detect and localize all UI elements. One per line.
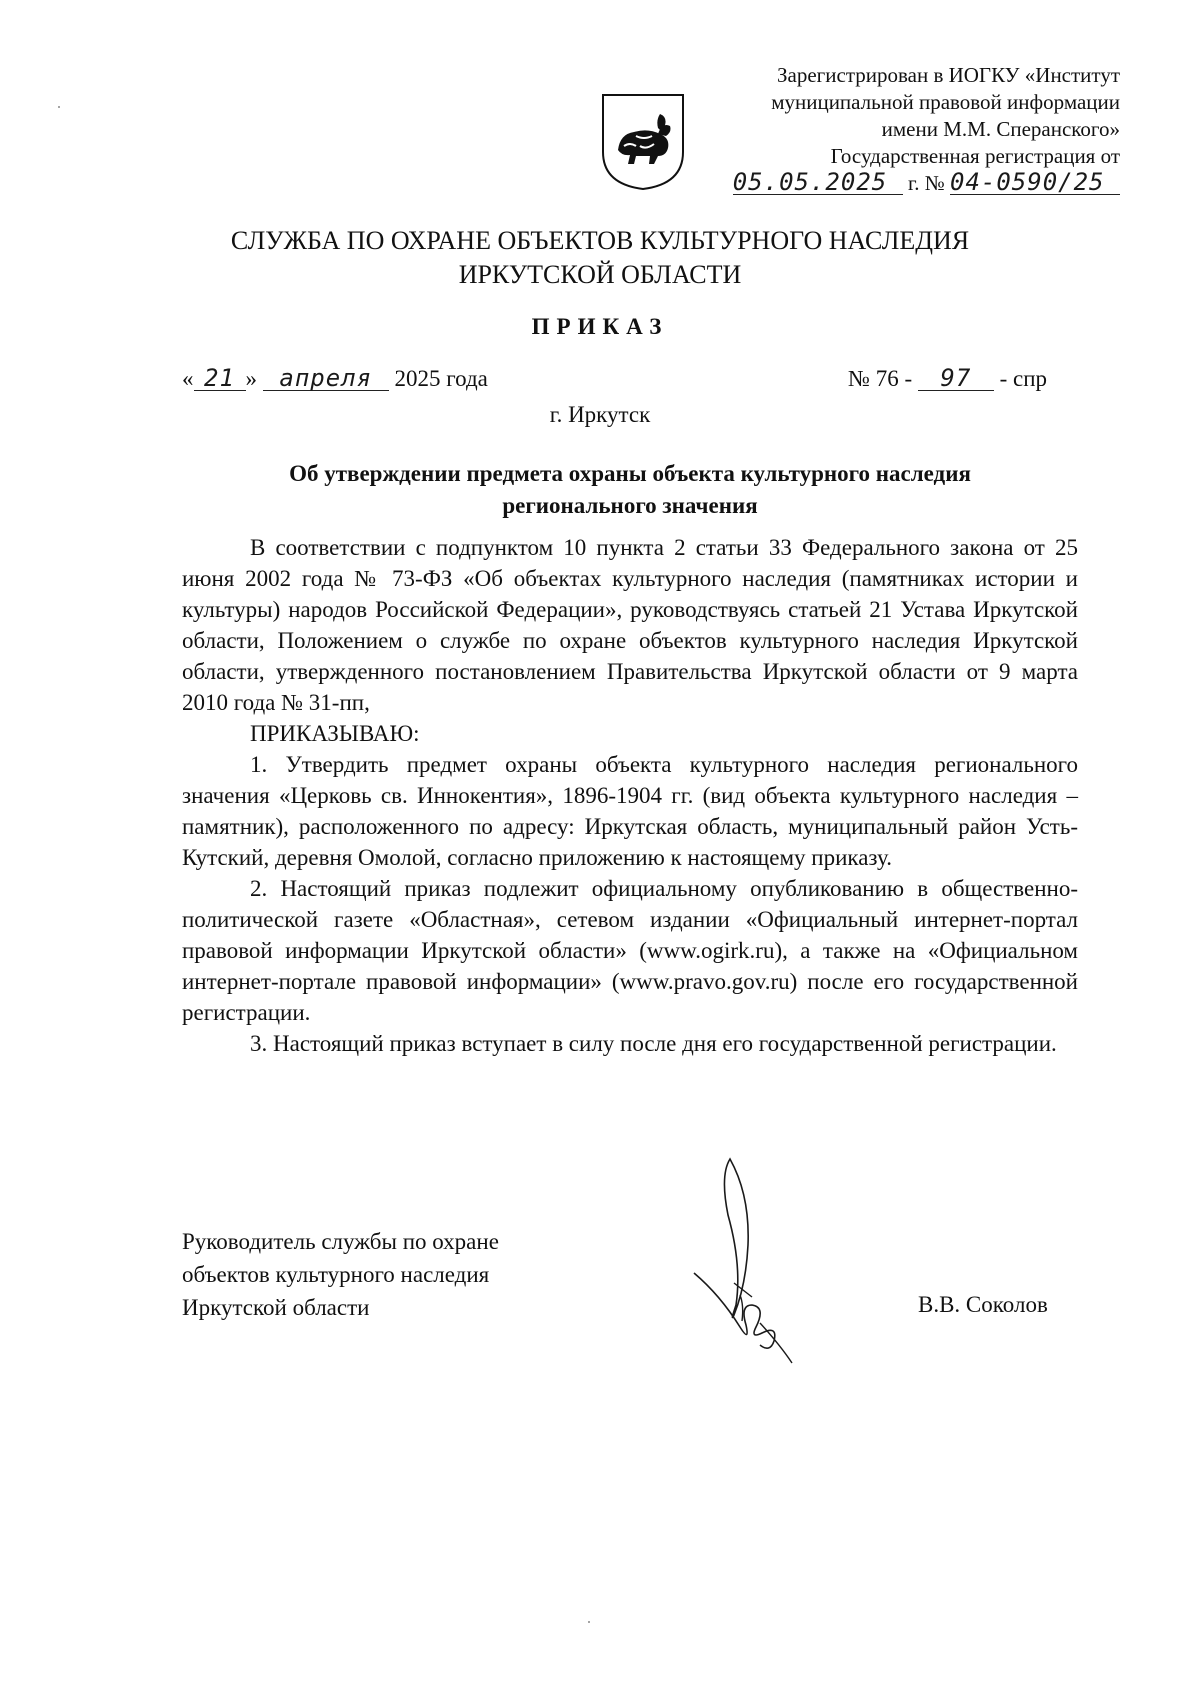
registration-date-line: [700, 170, 1120, 197]
order-day: 21: [194, 366, 246, 391]
order-number-value: 97: [918, 366, 994, 391]
document-type: ПРИКАЗ: [531, 314, 669, 339]
registration-number-label: г. №: [907, 171, 945, 195]
order-word: ПРИКАЗЫВАЮ:: [250, 721, 420, 746]
order-item-2: 2. Настоящий приказ подлежит официальному опубликованию в общественно-политической газете «Областная», сетевом издании «Официальный интернет-портал правовой информации Иркутской области» (www.ogirk.ru), а также на «Официальном интернет-портале правовой информации» (www.pravo.gov.ru) после его государственной регистрации.: [182, 876, 1078, 1025]
registration-line-4: Государственная регистрация от: [830, 144, 1120, 168]
order-date: [182, 366, 488, 392]
order-month: апреля: [263, 366, 389, 391]
preamble-paragraph: В соответствии с подпунктом 10 пункта 2 статьи 33 Федерального закона от 25 июня 2002 года № 73-ФЗ «Об объектах культурного наследия (памятниках истории и культуры) народов Российской Федерации», руководствуясь статьей 21 Устава Иркутской области, Положением о службе по охране объектов культурного наследия Иркутской области, утвержденного постановлением Правительства Иркутской области от 9 марта 2010 года № 31-пп,: [182, 535, 1078, 715]
handwritten-signature: [690, 1155, 820, 1365]
order-body: [182, 532, 1078, 1059]
position-line-1: Руководитель службы по охране: [182, 1229, 499, 1254]
registration-stamp: [700, 62, 1120, 197]
position-line-3: Иркутской области: [182, 1295, 370, 1320]
position-line-2: объектов культурного наследия: [182, 1262, 490, 1287]
order-item-1: 1. Утвердить предмет охраны объекта культурного наследия регионального значения «Церковь св. Иннокентия», 1896-1904 гг. (вид объекта культурного наследия – памятник), расположенного по адресу: Иркутская область, муниципальный район Усть-Кутский, деревня Омолой, согласно приложению к настоящему приказу.: [182, 752, 1078, 870]
subject-line-1: Об утверждении предмета охраны объекта культурного наследия: [289, 461, 971, 486]
order-city: г. Иркутск: [549, 402, 651, 427]
scan-speck: [58, 106, 60, 108]
order-subject: [182, 458, 1078, 522]
signatory-name: В.В. Соколов: [918, 1292, 1048, 1317]
quote-open: «: [182, 366, 194, 391]
registration-number: 04-0590/25: [950, 170, 1120, 195]
order-number-prefix: № 76 -: [848, 366, 913, 391]
registration-line-2: муниципальной правовой информации: [771, 90, 1120, 114]
registration-date: 05.05.2025: [733, 170, 903, 195]
quote-close: »: [245, 366, 257, 391]
order-number: [848, 366, 1047, 392]
order-year: 2025 года: [394, 366, 488, 391]
order-item-3: 3. Настоящий приказ вступает в силу после дня его государственной регистрации.: [250, 1031, 1057, 1056]
registration-line-1: Зарегистрирован в ИОГКУ «Институт: [776, 63, 1120, 87]
agency-name-line-2: ИРКУТСКОЙ ОБЛАСТИ: [458, 260, 742, 289]
scan-speck: [588, 1621, 590, 1623]
irkutsk-coat-of-arms-icon: [600, 92, 686, 192]
agency-name-line-1: СЛУЖБА ПО ОХРАНЕ ОБЪЕКТОВ КУЛЬТУРНОГО НАСЛЕДИЯ: [230, 226, 970, 255]
subject-line-2: регионального значения: [502, 493, 758, 518]
signatory-position: [182, 1225, 499, 1324]
registration-line-3: имени М.М. Сперанского»: [881, 117, 1120, 141]
order-number-suffix: - спр: [999, 366, 1048, 391]
